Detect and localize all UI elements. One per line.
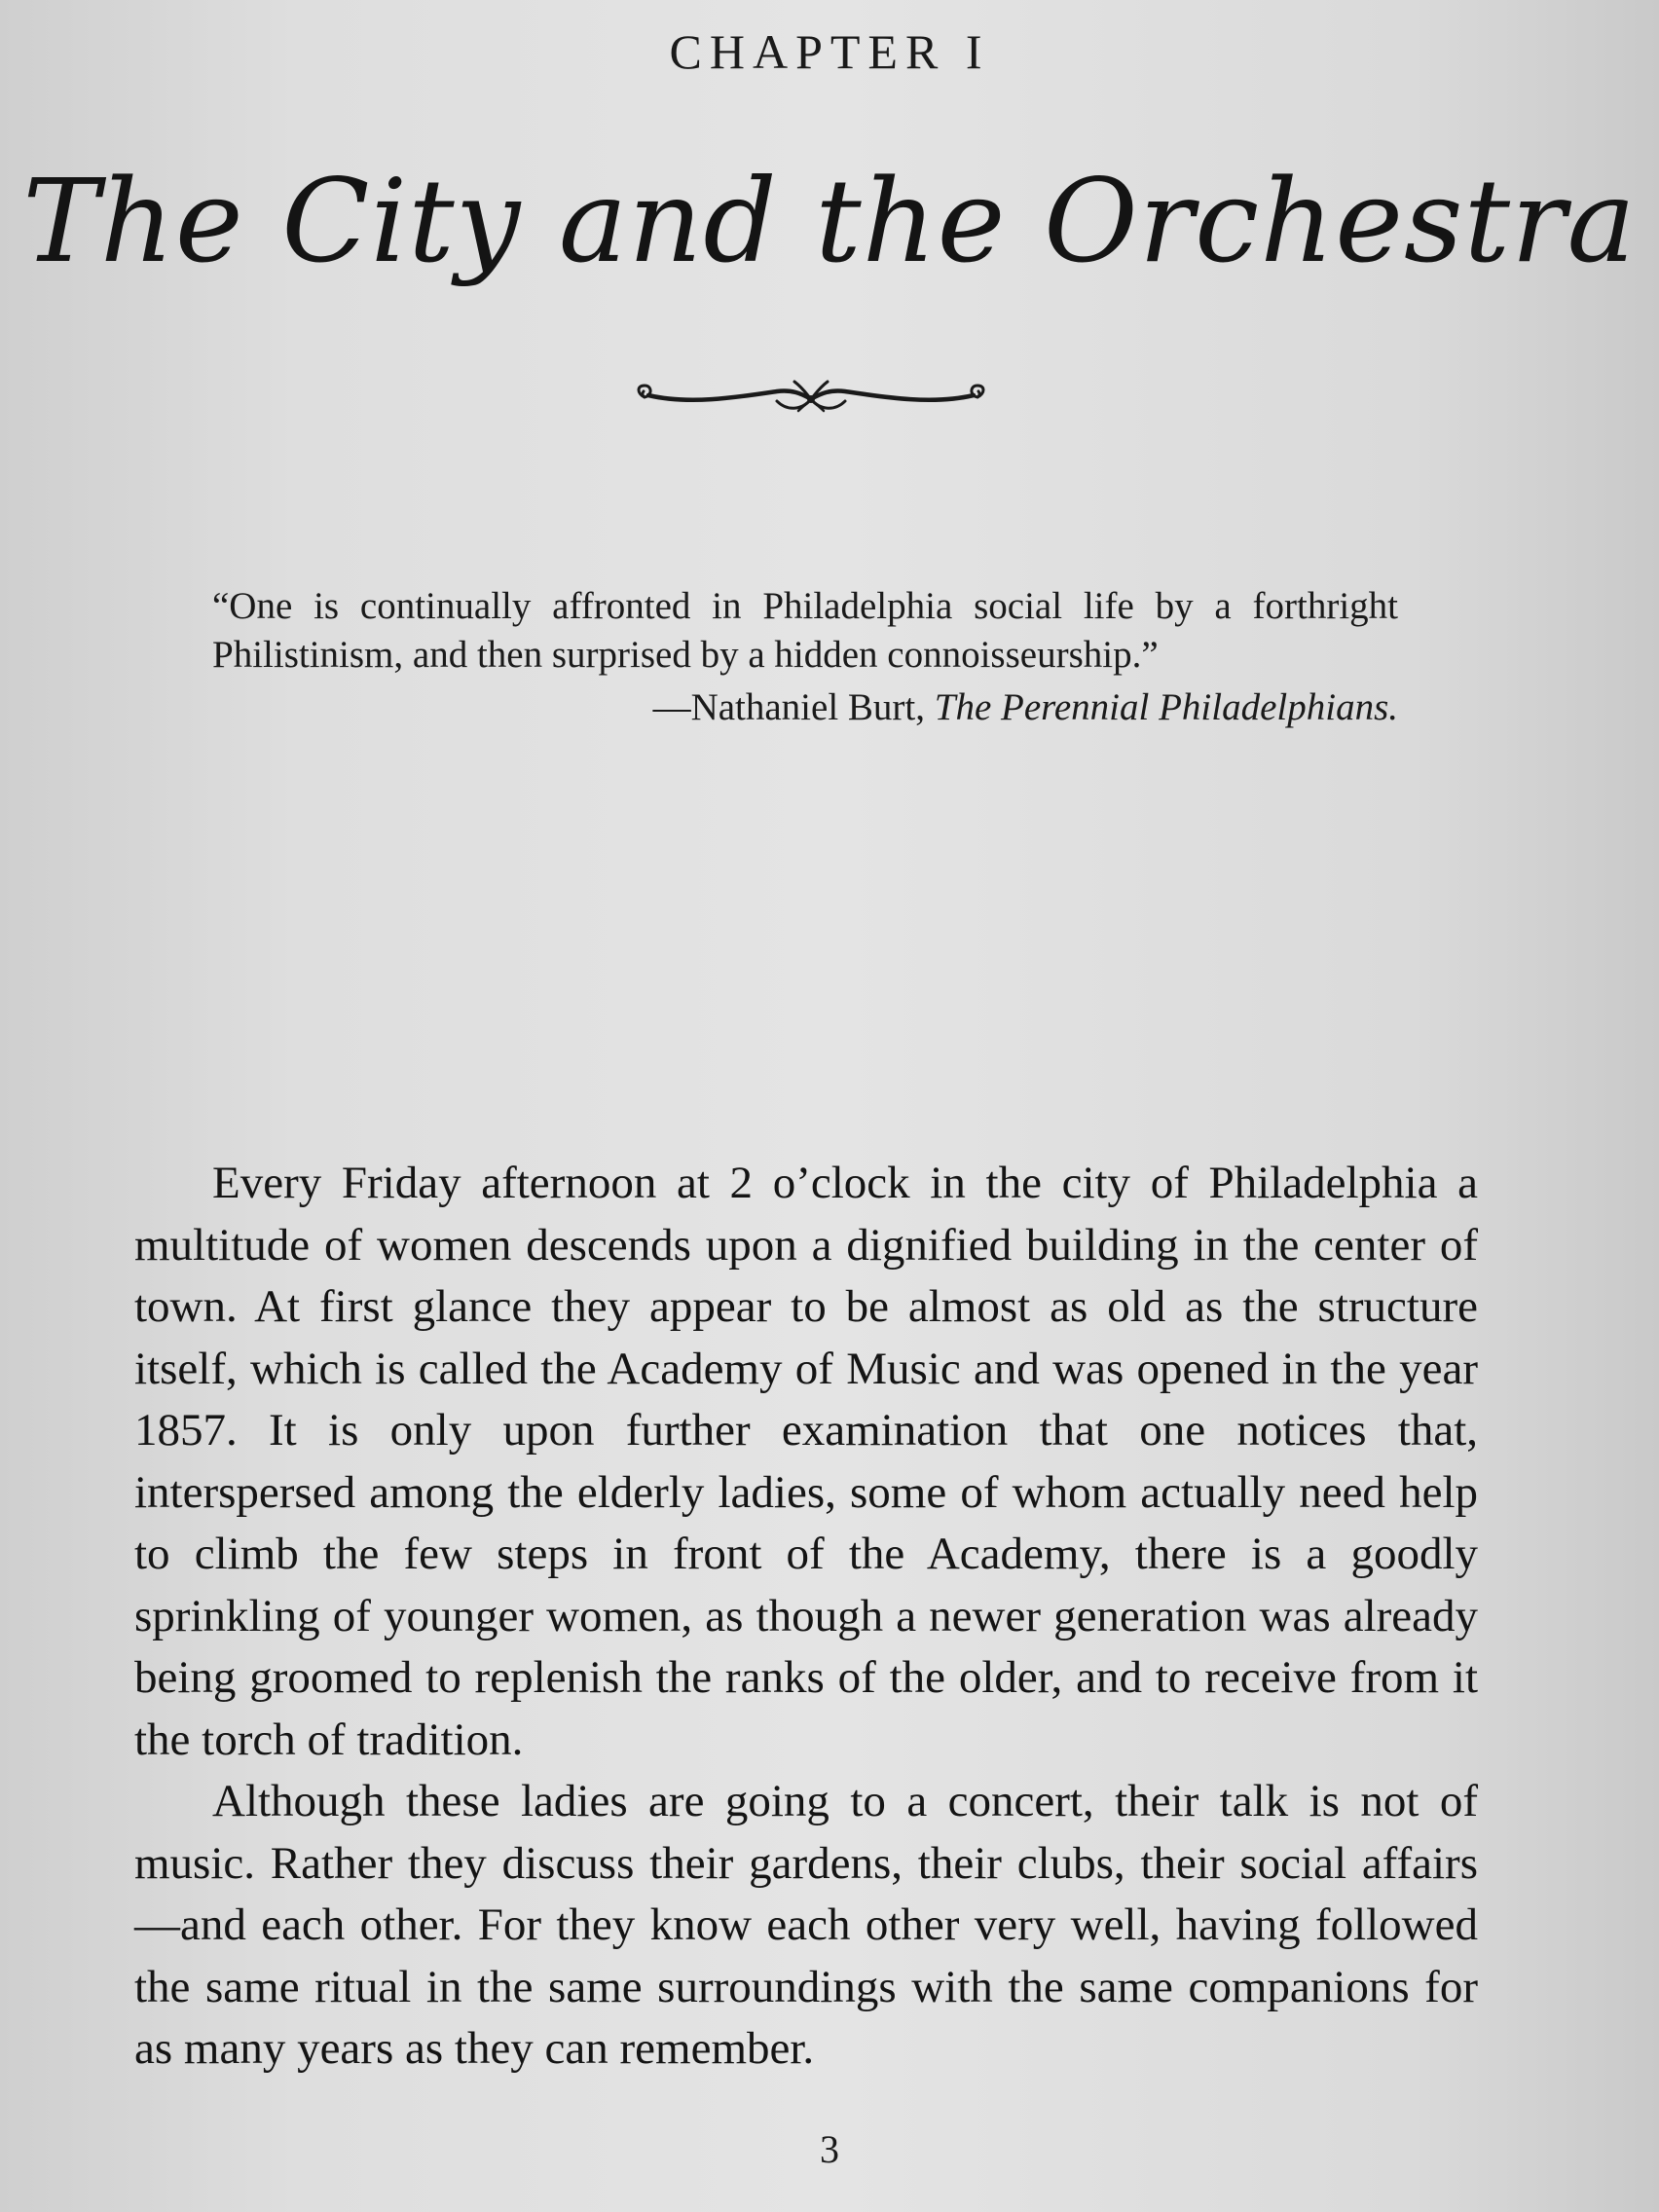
epigraph-attribution [212,683,1398,732]
epigraph-quote: “One is continually affronted in Philadelphia social life by a forthright Philistinism, and then surprised by a hidden connoisseurship.” [212,585,1398,676]
flourish-divider-icon [631,372,991,430]
paragraph-1: Every Friday afternoon at 2 o’clock in the city of Philadelphia a multitude of women descends upon a dignified building in the center of town. At first glance they appear to be almost as old as the structure itself, which is called the Academy of Music and was opened in the year 1857. It is only upon further examination that one notices that, interspersed among the elderly ladies, some of whom actually need help to climb the few steps in front of the Academy, there is a goodly sprinkling of younger women, as though a newer generation was already being groomed to replenish the ranks of the older, and to receive from it the torch of tradition. [134,1158,1478,1765]
body-text [134,1153,1478,2081]
attribution-author: —Nathaniel Burt, [652,686,935,728]
attribution-book-title: The Perennial Philadelphians. [934,686,1398,728]
page-number: 3 [820,2127,839,2171]
paragraph-2: Although these ladies are going to a concert, their talk is not of music. Rather they discuss their gardens, their clubs, their social affairs—and each other. For they know each other very well, having followed the same ritual in the same surroundings with the same companions for as many years as they can remember. [134,1776,1478,2074]
chapter-label: CHAPTER I [669,24,990,79]
epigraph [212,582,1398,732]
chapter-title: The City and the Orchestra [22,154,1637,288]
